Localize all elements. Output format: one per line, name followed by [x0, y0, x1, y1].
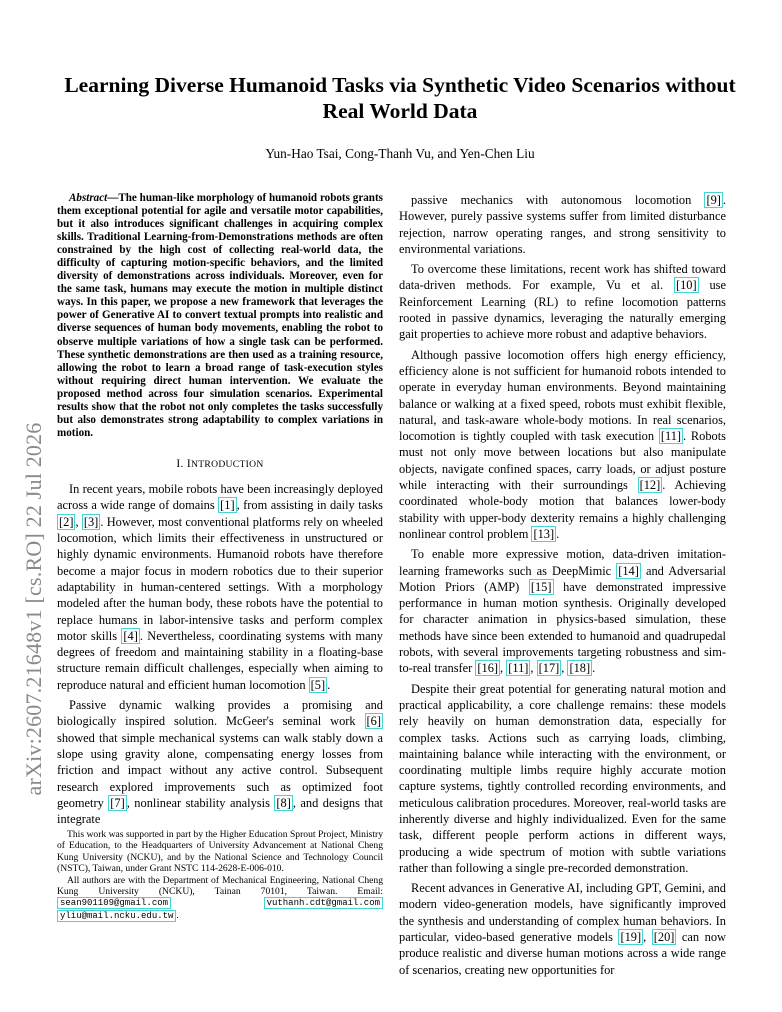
citation-link[interactable]: [11]	[660, 429, 682, 444]
paragraph-text: Recent advances in Generative AI, including GPT, Gemini, and modern video-generation models, have significantly improved the synthesis and understanding of complex human behaviors. In particular, video-based generative models	[399, 881, 726, 945]
paragraph-text: .	[327, 677, 331, 692]
paragraph-text: Although passive locomotion offers high energy efficiency, efficiency alone is not sufficient for humanoid robots intended to operate in everyday human environments. Beyond maintaining balance or walking at a fixed speed, robots must exhibit flexible, natural, and task-aware whole-body motions. In real scenarios, locomotion is tightly coupled with task execution	[399, 347, 726, 444]
paper-title: Learning Diverse Humanoid Tasks via Synthetic Video Scenarios without Real World Data	[64, 73, 736, 123]
citation-link[interactable]: [17]	[538, 661, 560, 676]
paragraph-text: To enable more expressive motion, data-driven imitation-learning frameworks such as DeepMimic	[399, 547, 726, 578]
paragraph-text: In recent years, mobile robots have been increasingly deployed across a wide range of domains	[57, 482, 383, 513]
paragraph-text: and Adversarial Motion Priors (AMP)	[399, 563, 726, 594]
body-paragraph	[57, 697, 383, 827]
body-paragraph	[399, 261, 726, 342]
paragraph-text: .	[556, 526, 560, 541]
email-link[interactable]: vuthanh.cdt@gmail.com	[264, 897, 383, 909]
citation-link[interactable]: [19]	[620, 930, 642, 945]
body-paragraph	[57, 481, 383, 693]
footnote-affiliation	[57, 875, 383, 923]
paragraph-text: can now produce realistic and diverse human motions across a wide range of scenarios, creating new opportunities for	[399, 930, 727, 977]
paragraph-text: passive mechanics with autonomous locomotion	[411, 193, 705, 207]
citation-link[interactable]: [2]	[59, 514, 74, 529]
citation-link[interactable]: [4]	[123, 628, 138, 643]
abstract	[57, 192, 383, 440]
section-title-initial: I	[186, 457, 192, 470]
paragraph-text: use Reinforcement Learning (RL) to refine locomotion patterns rooted in passive dynamics, leveraging the naturally emerging gait properties to achieve more robust and adaptive behaviors.	[399, 278, 727, 342]
paragraph-text: showed that simple mechanical systems can walk stably down a slope using gravity alone, compensating energy losses from friction and impact without any active control. Subsequent research explored improvements such as optimized foot geometry	[57, 730, 383, 810]
body-paragraph	[399, 546, 726, 676]
citation-link[interactable]: [9]	[706, 193, 721, 207]
right-body-text	[399, 192, 726, 978]
paragraph-text: , from assisting in daily tasks	[236, 498, 383, 513]
citation-link[interactable]: [8]	[276, 795, 291, 810]
citation-link[interactable]: [7]	[110, 795, 125, 810]
paragraph-text: Despite their great potential for generating natural motion and practical applicability, a core challenge remains: these models rely heavily on human demonstration data, especially for complex tasks. Actions such as carrying loads, climbing, maintaining balance while interacting with the environment, or coordinating multiple limbs require highly accurate motion capture systems, tightly controlled recording environments, and meticulous calibration procedures. Moreover, real-world tasks are inherently diverse and highly individualized. Even for the same task, different people perform actions in different ways, producing a wide spectrum of motion with subtle variations rather than following a single pre-recorded demonstration.	[399, 681, 726, 875]
citation-link[interactable]: [5]	[310, 677, 326, 692]
body-paragraph	[399, 681, 726, 877]
paragraph-text: ,	[561, 661, 568, 676]
paragraph-text: . Robots must not only move between locations but also manipulate objects, navigate confined spaces, carry loads, or adjust posture while interacting with their surroundings	[399, 429, 726, 493]
abstract-text: —The human-like morphology of humanoid robots grants them exceptional potential for agile and versatile motor capabilities, but it also introduces significant challenges in acquiring complex skills. Traditional Learning-from-Demonstrations methods are often constrained by the high cost of collecting real-world data, the difficulty of capturing motion-specific behaviors, and the limited diversity of demonstrations across individuals. Moreover, even for the same task, humans may execute the motion in multiple distinct ways. In this paper, we propose a new framework that leverages the power of Generative AI to convert textual prompts into realistic and diverse sequences of human body movements, enabling the robot to observe multiple variations of how a single task can be performed. These synthetic demonstrations are then used as a training resource, allowing the robot to learn a broad range of task-execution styles without requiring direct human intervention. We evaluate the proposed method across four simulation scenarios. Experimental results show that the robot not only completes the tasks successfully but also demonstrates strong adaptability to complex variations in motion.	[57, 192, 383, 439]
footnote-affiliation-text: All authors are with the Department of Mechanical Engineering, National Cheng Kung University (NCKU), Tainan 70101, Taiwan. Email:	[57, 874, 383, 898]
citation-link[interactable]: [15]	[530, 579, 552, 594]
citation-link[interactable]: [3]	[83, 514, 99, 529]
body-paragraph	[399, 347, 726, 543]
body-paragraph	[399, 192, 726, 257]
citation-link[interactable]: [14]	[618, 563, 639, 578]
email-link[interactable]: sean901109@gmail.com	[57, 897, 171, 909]
citation-link[interactable]: [20]	[653, 930, 675, 945]
footnote	[57, 829, 383, 922]
citation-link[interactable]: [11]	[508, 661, 529, 676]
arxiv-stamp	[19, 375, 49, 843]
citation-link[interactable]: [10]	[675, 278, 697, 293]
paragraph-text: , nonlinear stability analysis	[126, 795, 275, 810]
arxiv-identifier: arXiv:2607.21648v1 [cs.RO] 22 Jul 2026	[21, 422, 46, 796]
paragraph-text: . Nevertheless, coordinating systems with many degrees of freedom and maintaining stability in a floating-base structure remain difficult challenges, especially when aiming to reproduce natural and efficient human locomotion	[57, 628, 383, 692]
paragraph-text: . However, purely passive systems suffer from limited disturbance rejection, narrow operating ranges, and strong sensitivity to environmental variations.	[399, 193, 726, 256]
right-column	[399, 192, 726, 982]
paragraph-text: have demonstrated impressive performance in human motion synthesis. Originally developed for character animation in physics-based simulation, these methods have since been extended to humanoid and quadrupedal robots, with several improvements targeting robustness and sim-to-real transfer	[399, 579, 726, 676]
citation-link[interactable]: [13]	[533, 526, 555, 541]
citation-link[interactable]: [18]	[569, 661, 591, 676]
paragraph-text: To overcome these limitations, recent work has shifted toward data-driven methods. For example, Vu et al.	[399, 262, 726, 293]
citation-link[interactable]: [1]	[220, 498, 235, 513]
section-heading-introduction	[57, 456, 383, 473]
section-title-rest: NTRODUCTION	[191, 458, 264, 470]
paragraph-text: ,	[500, 661, 507, 676]
email-link[interactable]: yliu@mail.ncku.edu.tw	[57, 910, 176, 922]
left-column	[57, 192, 383, 831]
paragraph-text: . Achieving coordinated whole-body motion that balances lower-body stability with upper-body dexterity remains a highly challenging nonlinear control problem	[399, 478, 726, 541]
abstract-label: Abstract	[69, 192, 108, 204]
paper-authors: Yun-Hao Tsai, Cong-Thanh Vu, and Yen-Chen Liu	[265, 146, 535, 161]
paragraph-text: Passive dynamic walking provides a promising and biologically inspired solution. McGeer's seminal work	[57, 698, 383, 729]
paragraph-text: ,	[643, 930, 652, 945]
paragraph-text: . However, most conventional platforms rely on wheeled locomotion, which limits their effectiveness in unstructured or highly dynamic environments. Humanoid robots have therefore become a major focus in modern robotics due to their superior adaptability in human-centered settings. With a morphology modeled after the human body, these robots have the potential to replace humans in labor-intensive tasks and perform complex motor skills	[57, 514, 384, 643]
paragraph-text: , and designs that integrate	[57, 795, 383, 827]
left-body-text	[57, 481, 383, 827]
paragraph-text: ,	[530, 661, 537, 676]
citation-link[interactable]: [6]	[366, 714, 381, 729]
body-paragraph	[399, 880, 726, 978]
citation-link[interactable]: [12]	[639, 478, 661, 493]
footnote-funding: This work was supported in part by the Higher Education Sprout Project, Ministry of Education, to the Headquarters of University Advancement at National Cheng Kung University (NCKU), and by the National Science and Technology Council (NSTC), Taiwan, under Grant NSTC 114-2628-E-006-010.	[57, 829, 383, 875]
section-number: I.	[176, 457, 184, 470]
citation-link[interactable]: [16]	[477, 661, 499, 676]
paragraph-text: .	[592, 661, 596, 676]
paragraph-text: ,	[75, 514, 82, 529]
footnote-period: .	[176, 909, 179, 921]
